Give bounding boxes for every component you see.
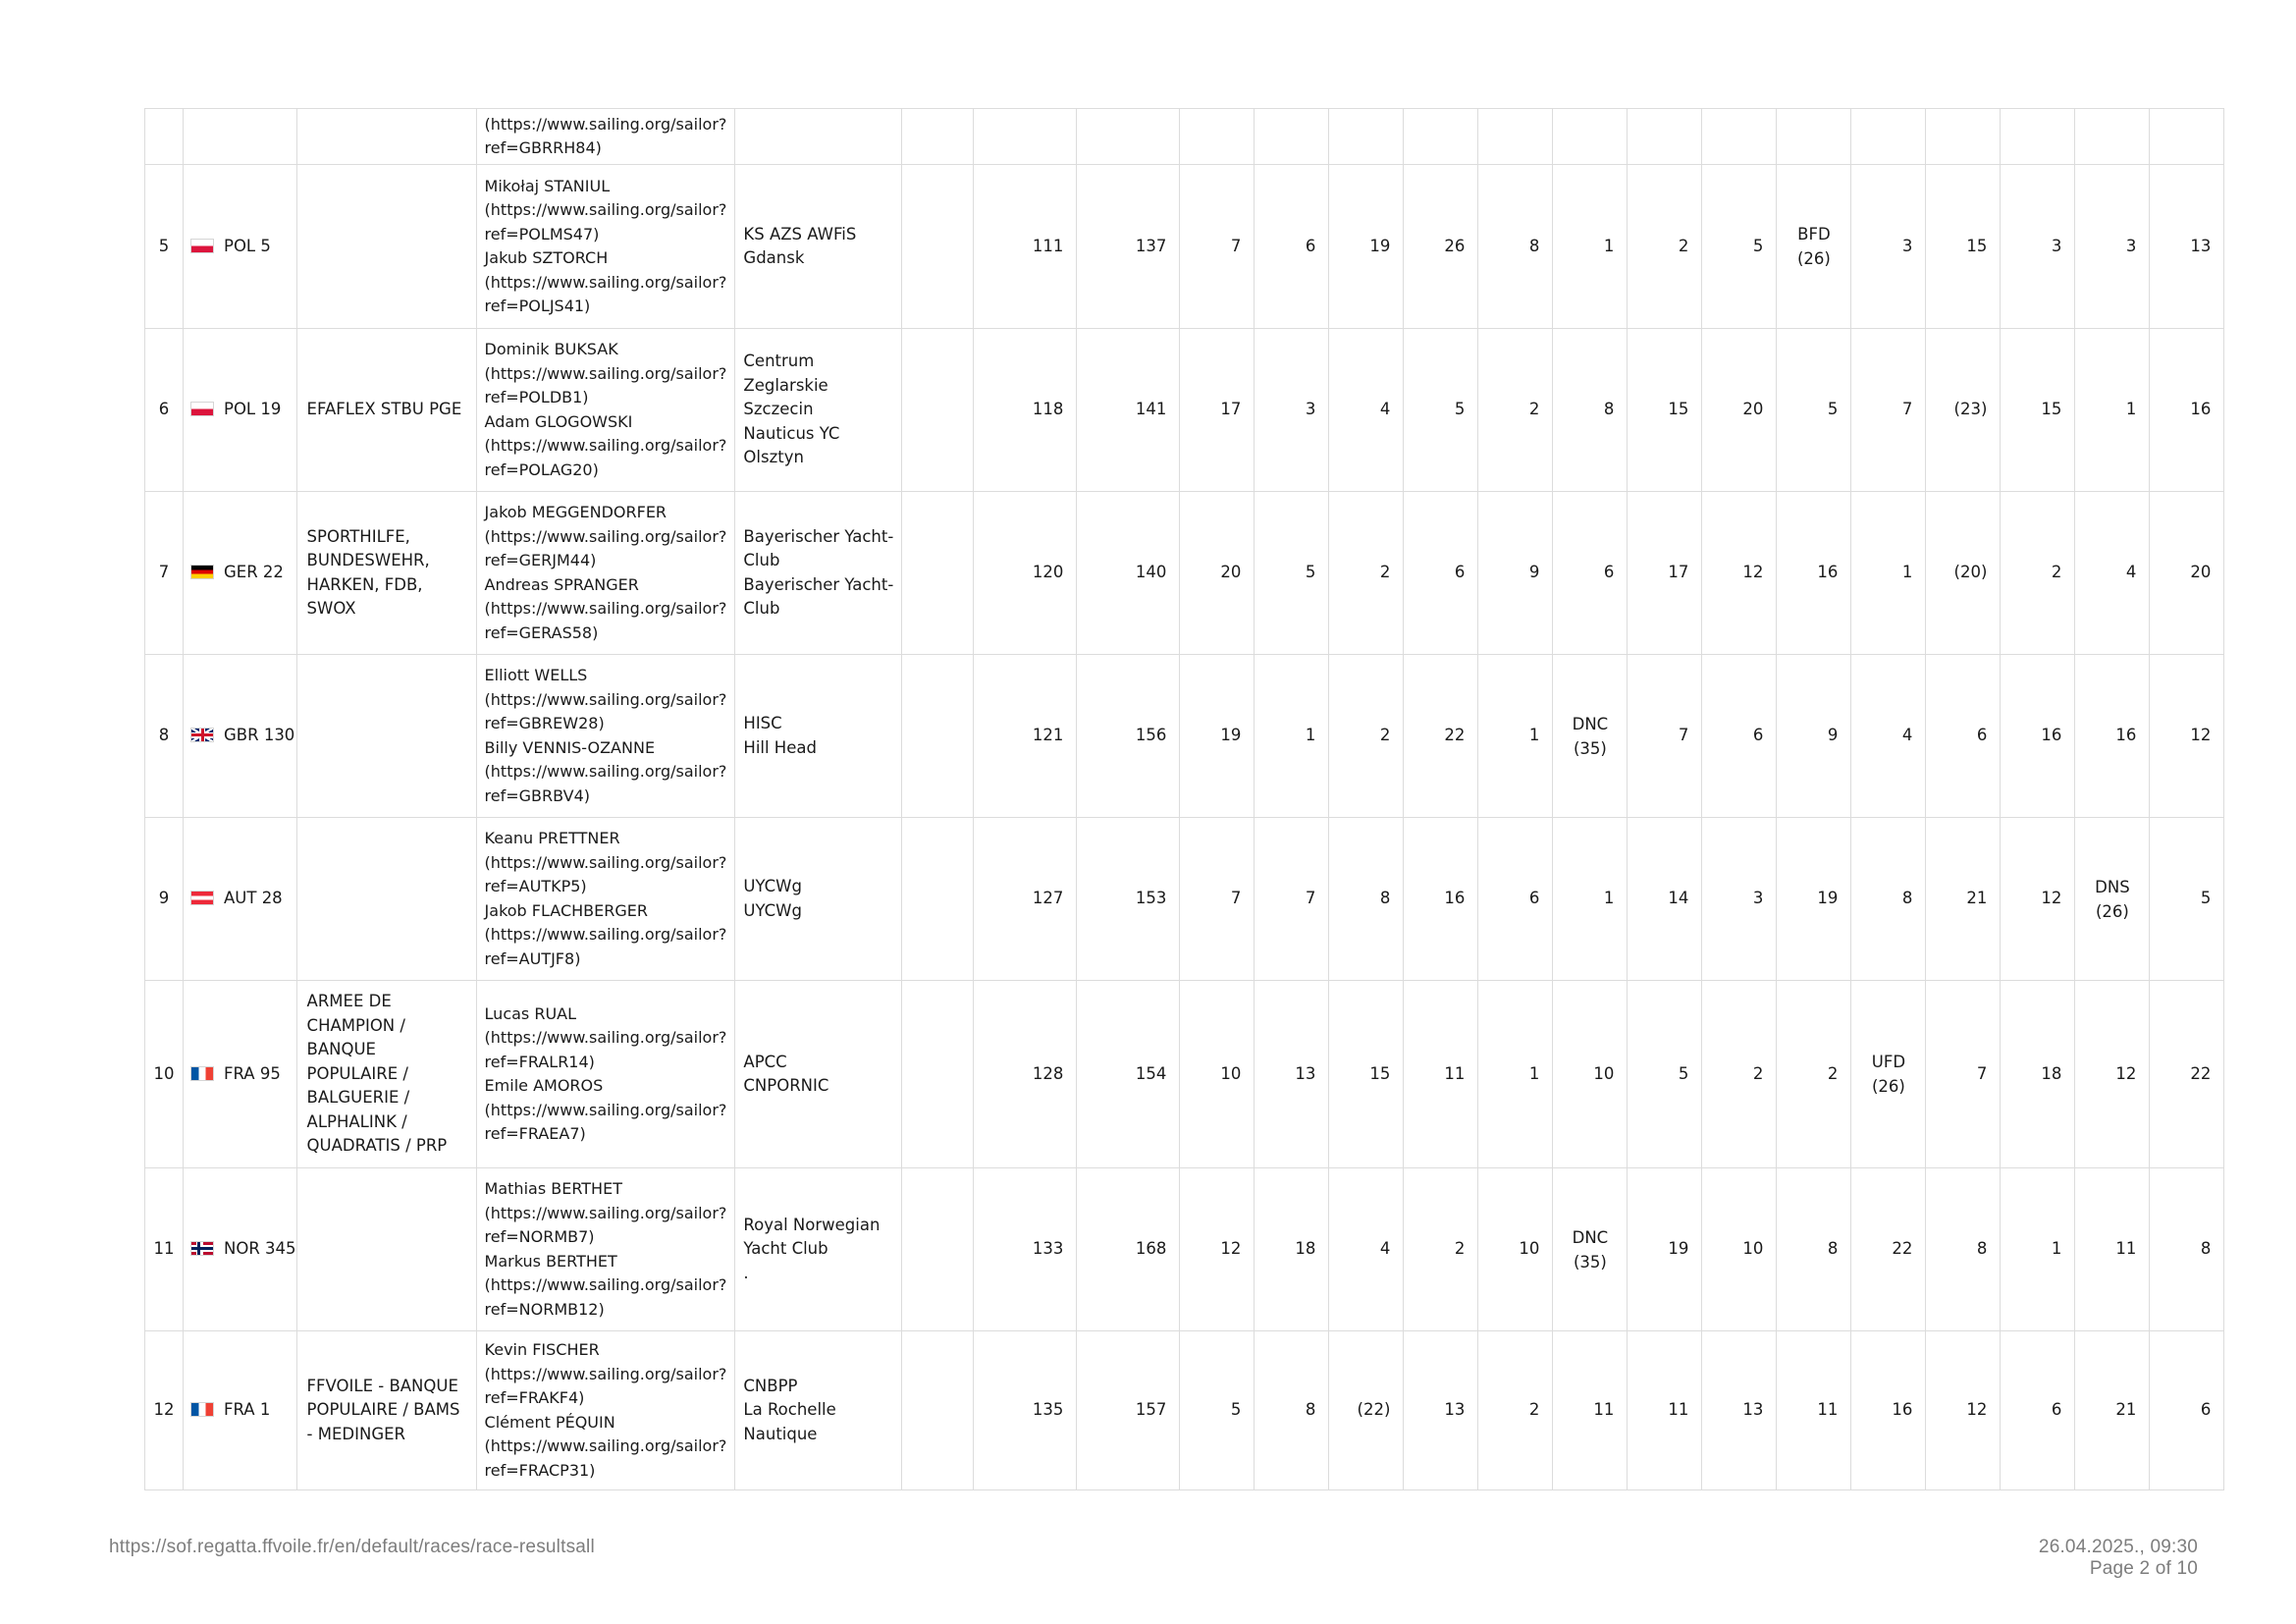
sponsor-cell: FFVOILE - BANQUE POPULAIRE / BAMS - MEDINGER [296, 1331, 476, 1490]
race-score-cell: 17 [1180, 329, 1255, 492]
race-score-cell: 6 [1702, 655, 1777, 818]
race-score-cell: 11 [2075, 1168, 2150, 1331]
race-score-cell: 12 [2001, 818, 2075, 981]
club-cell: APCC CNPORNIC [735, 981, 902, 1168]
race-score-cell: 1 [1255, 655, 1329, 818]
race-score-cell: 13 [1702, 1331, 1777, 1490]
sail-number-cell [184, 655, 297, 818]
empty-cell [1702, 109, 1777, 165]
sponsor-cell [296, 165, 476, 329]
empty-cell [1851, 109, 1926, 165]
total-points-cell: 168 [1077, 1168, 1180, 1331]
race-score-cell: 1 [2075, 329, 2150, 492]
footer-url: https://sof.regatta.ffvoile.fr/en/default/races/race-resultsall [109, 1537, 595, 1557]
race-score-cell: 2 [1478, 1331, 1553, 1490]
total-points-cell: 141 [1077, 329, 1180, 492]
footer-meta [2039, 1537, 2198, 1580]
club-cell: Bayerischer Yacht- Club Bayerischer Yacht- Club [735, 492, 902, 655]
net-points-cell: 127 [974, 818, 1077, 981]
sponsor-cell [296, 1168, 476, 1331]
race-score-cell: 11 [1628, 1331, 1702, 1490]
flag-ger-icon [190, 565, 214, 579]
flag-gbr-icon [190, 728, 214, 742]
race-score-cell: 14 [1628, 818, 1702, 981]
total-points-cell: 156 [1077, 655, 1180, 818]
race-score-cell: (22) [1329, 1331, 1404, 1490]
race-score-cell: 5 [1255, 492, 1329, 655]
crew-cell: (https://www.sailing.org/sailor? ref=GBRRH84) [476, 109, 735, 165]
race-score-cell: 17 [1628, 492, 1702, 655]
club-cell: CNBPP La Rochelle Nautique [735, 1331, 902, 1490]
race-score-cell: 3 [1255, 329, 1329, 492]
empty-cell [902, 165, 974, 329]
table-row [145, 492, 2224, 655]
club-cell: UYCWg UYCWg [735, 818, 902, 981]
race-score-cell: 6 [1926, 655, 2001, 818]
crew-cell: Mikołaj STANIUL (https://www.sailing.org/sailor? ref=POLMS47) Jakub SZTORCH (https://www.sailing.org/sailor? ref=POLJS41) [476, 165, 735, 329]
flag-pol-icon [190, 402, 214, 416]
sail-number-cell [184, 329, 297, 492]
race-score-cell: 8 [1478, 165, 1553, 329]
race-score-cell: 8 [1777, 1168, 1851, 1331]
race-score-cell: 11 [1777, 1331, 1851, 1490]
sail-number: POL 5 [224, 236, 271, 255]
race-score-cell: (23) [1926, 329, 2001, 492]
race-score-cell: 18 [2001, 981, 2075, 1168]
flag-fra-icon [190, 1066, 214, 1081]
footer-page-number: Page 2 of 10 [2089, 1558, 2198, 1579]
net-points-cell: 118 [974, 329, 1077, 492]
footer-datetime: 26.04.2025., 09:30 [2038, 1537, 2198, 1557]
race-score-cell: 2 [2001, 492, 2075, 655]
race-score-cell: 16 [2075, 655, 2150, 818]
race-score-cell: 11 [1553, 1331, 1628, 1490]
race-score-cell: 4 [1329, 329, 1404, 492]
race-score-cell: 1 [1851, 492, 1926, 655]
race-score-cell: 1 [1478, 981, 1553, 1168]
empty-cell [735, 109, 902, 165]
sail-number-cell [184, 1168, 297, 1331]
results-table [144, 108, 2224, 1490]
race-score-cell: 26 [1404, 165, 1478, 329]
empty-cell [2075, 109, 2150, 165]
race-score-cell: BFD (26) [1777, 165, 1851, 329]
race-score-cell: 5 [1702, 165, 1777, 329]
race-score-cell: 4 [1851, 655, 1926, 818]
empty-cell [902, 655, 974, 818]
sponsor-cell [296, 655, 476, 818]
empty-cell [1180, 109, 1255, 165]
total-points-cell: 157 [1077, 1331, 1180, 1490]
club-cell: Centrum Zeglarskie Szczecin Nauticus YC Olsztyn [735, 329, 902, 492]
race-score-cell: 8 [1553, 329, 1628, 492]
race-score-cell: 19 [1777, 818, 1851, 981]
race-score-cell: 3 [2001, 165, 2075, 329]
sponsor-cell: ARMEE DE CHAMPION / BANQUE POPULAIRE / BALGUERIE / ALPHALINK / QUADRATIS / PRP [296, 981, 476, 1168]
rank-cell: 11 [145, 1168, 184, 1331]
race-score-cell: 6 [1553, 492, 1628, 655]
race-score-cell: 5 [2150, 818, 2224, 981]
race-score-cell: 12 [2150, 655, 2224, 818]
crew-cell: Kevin FISCHER (https://www.sailing.org/sailor? ref=FRAKF4) Clément PÉQUIN (https://www.sailing.org/sailor? ref=FRACP31) [476, 1331, 735, 1490]
table-row [145, 981, 2224, 1168]
race-score-cell: 22 [1851, 1168, 1926, 1331]
race-score-cell: 15 [1628, 329, 1702, 492]
race-score-cell: 5 [1777, 329, 1851, 492]
empty-cell [902, 109, 974, 165]
flag-aut-icon [190, 891, 214, 905]
empty-cell [1329, 109, 1404, 165]
race-score-cell: 10 [1702, 1168, 1777, 1331]
race-score-cell: 6 [1255, 165, 1329, 329]
table-row [145, 165, 2224, 329]
sail-number: FRA 95 [224, 1063, 281, 1083]
race-score-cell: 2 [1777, 981, 1851, 1168]
race-score-cell: 6 [1478, 818, 1553, 981]
race-score-cell: 4 [2075, 492, 2150, 655]
empty-cell [296, 109, 476, 165]
race-score-cell: 20 [1180, 492, 1255, 655]
net-points-cell: 120 [974, 492, 1077, 655]
sail-number: GBR 130 [224, 726, 295, 745]
empty-cell [2001, 109, 2075, 165]
race-score-cell: 19 [1329, 165, 1404, 329]
race-score-cell: 2 [1329, 655, 1404, 818]
race-score-cell: DNS (26) [2075, 818, 2150, 981]
sail-number: AUT 28 [224, 889, 283, 908]
race-score-cell: 20 [2150, 492, 2224, 655]
race-score-cell: 22 [2150, 981, 2224, 1168]
race-score-cell: 7 [1255, 818, 1329, 981]
net-points-cell: 128 [974, 981, 1077, 1168]
race-score-cell: 13 [1255, 981, 1329, 1168]
race-score-cell: 8 [1255, 1331, 1329, 1490]
rank-cell: 10 [145, 981, 184, 1168]
crew-cell: Lucas RUAL (https://www.sailing.org/sailor? ref=FRALR14) Emile AMOROS (https://www.sailing.org/sailor? ref=FRAEA7) [476, 981, 735, 1168]
race-score-cell: 10 [1478, 1168, 1553, 1331]
net-points-cell: 111 [974, 165, 1077, 329]
empty-cell [145, 109, 184, 165]
race-score-cell: 16 [1404, 818, 1478, 981]
sponsor-cell: SPORTHILFE, BUNDESWEHR, HARKEN, FDB, SWOX [296, 492, 476, 655]
total-points-cell: 154 [1077, 981, 1180, 1168]
empty-cell [1926, 109, 2001, 165]
empty-cell [184, 109, 297, 165]
sail-number-cell [184, 981, 297, 1168]
table-row [145, 1331, 2224, 1490]
empty-cell [902, 981, 974, 1168]
race-score-cell: 8 [1926, 1168, 2001, 1331]
race-score-cell: 2 [1404, 1168, 1478, 1331]
race-score-cell: 10 [1553, 981, 1628, 1168]
race-score-cell: 1 [1478, 655, 1553, 818]
race-score-cell: 16 [2001, 655, 2075, 818]
sail-number-cell [184, 1331, 297, 1490]
race-score-cell: DNC (35) [1553, 655, 1628, 818]
table-row [145, 1168, 2224, 1331]
race-score-cell: 5 [1628, 981, 1702, 1168]
race-score-cell: 21 [1926, 818, 2001, 981]
race-score-cell: DNC (35) [1553, 1168, 1628, 1331]
race-score-cell: 2 [1329, 492, 1404, 655]
race-score-cell: 11 [1404, 981, 1478, 1168]
race-score-cell: 16 [2150, 329, 2224, 492]
race-score-cell: 15 [1329, 981, 1404, 1168]
empty-cell [2150, 109, 2224, 165]
empty-cell [902, 1331, 974, 1490]
total-points-cell: 137 [1077, 165, 1180, 329]
rank-cell: 5 [145, 165, 184, 329]
empty-cell [1255, 109, 1329, 165]
race-score-cell: 16 [1851, 1331, 1926, 1490]
race-score-cell: 7 [1628, 655, 1702, 818]
sail-number-cell [184, 165, 297, 329]
empty-cell [902, 492, 974, 655]
empty-cell [1553, 109, 1628, 165]
sail-number: FRA 1 [224, 1400, 271, 1420]
race-score-cell: 22 [1404, 655, 1478, 818]
race-score-cell: 2 [1478, 329, 1553, 492]
race-score-cell: 16 [1777, 492, 1851, 655]
sail-number: POL 19 [224, 400, 282, 419]
race-score-cell: 8 [1329, 818, 1404, 981]
empty-cell [1077, 109, 1180, 165]
race-score-cell: 12 [2075, 981, 2150, 1168]
empty-cell [1404, 109, 1478, 165]
sponsor-cell: EFAFLEX STBU PGE [296, 329, 476, 492]
sail-number: GER 22 [224, 563, 284, 582]
rank-cell: 9 [145, 818, 184, 981]
rank-cell: 12 [145, 1331, 184, 1490]
empty-cell [974, 109, 1077, 165]
race-score-cell: 12 [1926, 1331, 2001, 1490]
race-score-cell: 3 [2075, 165, 2150, 329]
flag-fra-icon [190, 1402, 214, 1417]
race-score-cell: (20) [1926, 492, 2001, 655]
crew-cell: Elliott WELLS (https://www.sailing.org/sailor? ref=GBREW28) Billy VENNIS-OZANNE (https://www.sailing.org/sailor? ref=GBRBV4) [476, 655, 735, 818]
rank-cell: 8 [145, 655, 184, 818]
race-score-cell: 7 [1180, 165, 1255, 329]
race-score-cell: 4 [1329, 1168, 1404, 1331]
club-cell: KS AZS AWFiS Gdansk [735, 165, 902, 329]
race-score-cell: 3 [1851, 165, 1926, 329]
race-score-cell: 5 [1404, 329, 1478, 492]
table-row [145, 329, 2224, 492]
race-score-cell: 13 [1404, 1331, 1478, 1490]
race-score-cell: 7 [1180, 818, 1255, 981]
race-score-cell: 9 [1777, 655, 1851, 818]
club-cell: Royal Norwegian Yacht Club . [735, 1168, 902, 1331]
empty-cell [902, 329, 974, 492]
race-score-cell: 10 [1180, 981, 1255, 1168]
flag-nor-icon [190, 1241, 214, 1256]
race-score-cell: 15 [1926, 165, 2001, 329]
crew-cell: Mathias BERTHET (https://www.sailing.org/sailor? ref=NORMB7) Markus BERTHET (https://www.sailing.org/sailor? ref=NORMB12) [476, 1168, 735, 1331]
race-score-cell: 7 [1926, 981, 2001, 1168]
crew-cell: Jakob MEGGENDORFER (https://www.sailing.org/sailor? ref=GERJM44) Andreas SPRANGER (https://www.sailing.org/sailor? ref=GERAS58) [476, 492, 735, 655]
net-points-cell: 121 [974, 655, 1077, 818]
race-score-cell: 1 [1553, 165, 1628, 329]
table-row-continuation [145, 109, 2224, 165]
race-score-cell: 19 [1180, 655, 1255, 818]
empty-cell [902, 1168, 974, 1331]
rank-cell: 6 [145, 329, 184, 492]
table-row [145, 818, 2224, 981]
race-score-cell: UFD (26) [1851, 981, 1926, 1168]
race-score-cell: 13 [2150, 165, 2224, 329]
empty-cell [1628, 109, 1702, 165]
race-score-cell: 6 [1404, 492, 1478, 655]
race-score-cell: 6 [2001, 1331, 2075, 1490]
crew-cell: Keanu PRETTNER (https://www.sailing.org/sailor? ref=AUTKP5) Jakob FLACHBERGER (https://www.sailing.org/sailor? ref=AUTJF8) [476, 818, 735, 981]
race-score-cell: 1 [1553, 818, 1628, 981]
net-points-cell: 135 [974, 1331, 1077, 1490]
race-score-cell: 12 [1180, 1168, 1255, 1331]
race-score-cell: 2 [1702, 981, 1777, 1168]
empty-cell [1777, 109, 1851, 165]
sail-number-cell [184, 818, 297, 981]
race-score-cell: 2 [1628, 165, 1702, 329]
empty-cell [1478, 109, 1553, 165]
race-score-cell: 5 [1180, 1331, 1255, 1490]
race-score-cell: 15 [2001, 329, 2075, 492]
sail-number-cell [184, 492, 297, 655]
sponsor-cell [296, 818, 476, 981]
race-score-cell: 3 [1702, 818, 1777, 981]
net-points-cell: 133 [974, 1168, 1077, 1331]
race-score-cell: 20 [1702, 329, 1777, 492]
race-score-cell: 7 [1851, 329, 1926, 492]
empty-cell [902, 818, 974, 981]
race-score-cell: 8 [2150, 1168, 2224, 1331]
race-score-cell: 18 [1255, 1168, 1329, 1331]
total-points-cell: 153 [1077, 818, 1180, 981]
total-points-cell: 140 [1077, 492, 1180, 655]
sail-number: NOR 345 [224, 1239, 296, 1259]
race-score-cell: 19 [1628, 1168, 1702, 1331]
flag-pol-icon [190, 239, 214, 253]
crew-cell: Dominik BUKSAK (https://www.sailing.org/sailor? ref=POLDB1) Adam GLOGOWSKI (https://www.sailing.org/sailor? ref=POLAG20) [476, 329, 735, 492]
race-score-cell: 21 [2075, 1331, 2150, 1490]
club-cell: HISC Hill Head [735, 655, 902, 818]
race-score-cell: 1 [2001, 1168, 2075, 1331]
race-score-cell: 6 [2150, 1331, 2224, 1490]
race-score-cell: 12 [1702, 492, 1777, 655]
race-score-cell: 9 [1478, 492, 1553, 655]
table-row [145, 655, 2224, 818]
race-score-cell: 8 [1851, 818, 1926, 981]
rank-cell: 7 [145, 492, 184, 655]
